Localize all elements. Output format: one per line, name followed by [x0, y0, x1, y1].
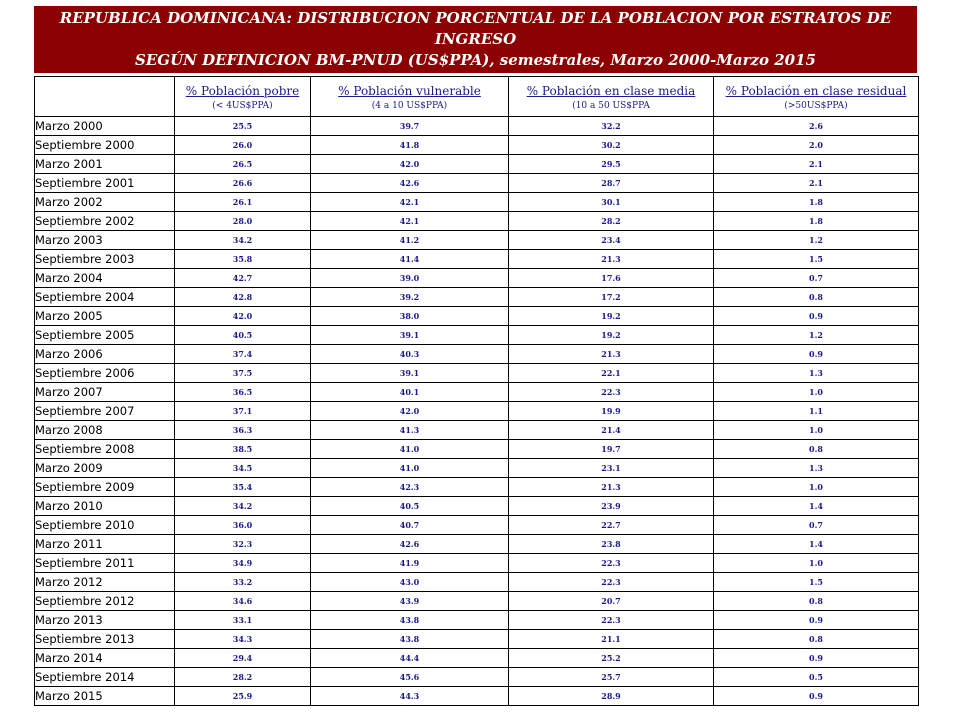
clase-media-value-cell: 21.3: [509, 478, 714, 497]
pobre-value-cell: 34.3: [175, 630, 311, 649]
period-cell: Septiembre 2004: [35, 288, 175, 307]
clase-media-value-cell: 28.9: [509, 687, 714, 706]
clase-residual-value-cell: 0.8: [714, 592, 919, 611]
table-row: [35, 307, 919, 326]
header-pobre-sub: (< 4US$PPA): [212, 100, 273, 111]
table-row: [35, 592, 919, 611]
period-cell: Septiembre 2012: [35, 592, 175, 611]
period-cell: Marzo 2008: [35, 421, 175, 440]
period-cell: Marzo 2003: [35, 231, 175, 250]
pobre-value-cell: 36.3: [175, 421, 311, 440]
table-row: [35, 193, 919, 212]
pobre-value-cell: 26.0: [175, 136, 311, 155]
table-row: [35, 117, 919, 136]
period-cell: Marzo 2002: [35, 193, 175, 212]
period-cell: Marzo 2001: [35, 155, 175, 174]
clase-media-value-cell: 17.2: [509, 288, 714, 307]
clase-residual-value-cell: 1.5: [714, 573, 919, 592]
pobre-value-cell: 36.0: [175, 516, 311, 535]
clase-media-value-cell: 21.4: [509, 421, 714, 440]
table-row: [35, 383, 919, 402]
vulnerable-value-cell: 42.0: [311, 155, 509, 174]
period-cell: Septiembre 2000: [35, 136, 175, 155]
table-row: [35, 326, 919, 345]
clase-residual-value-cell: 1.1: [714, 402, 919, 421]
clase-media-value-cell: 22.1: [509, 364, 714, 383]
clase-residual-value-cell: 0.9: [714, 611, 919, 630]
clase-residual-value-cell: 1.3: [714, 459, 919, 478]
clase-media-value-cell: 22.7: [509, 516, 714, 535]
pobre-value-cell: 34.2: [175, 231, 311, 250]
header-vulnerable-label: % Población vulnerable: [338, 83, 481, 98]
pobre-value-cell: 37.5: [175, 364, 311, 383]
table-row: [35, 497, 919, 516]
header-clase-residual: [714, 77, 919, 117]
clase-residual-value-cell: 0.7: [714, 516, 919, 535]
period-cell: Septiembre 2011: [35, 554, 175, 573]
period-cell: Marzo 2011: [35, 535, 175, 554]
clase-residual-value-cell: 1.8: [714, 212, 919, 231]
vulnerable-value-cell: 44.4: [311, 649, 509, 668]
period-cell: Marzo 2014: [35, 649, 175, 668]
title-line-2: SEGÚN DEFINICION BM-PNUD (US$PPA), semestrales, Marzo 2000-Marzo 2015: [135, 51, 816, 69]
vulnerable-value-cell: 41.2: [311, 231, 509, 250]
period-cell: Septiembre 2013: [35, 630, 175, 649]
pobre-value-cell: 38.5: [175, 440, 311, 459]
pobre-value-cell: 34.2: [175, 497, 311, 516]
vulnerable-value-cell: 40.5: [311, 497, 509, 516]
pobre-value-cell: 42.8: [175, 288, 311, 307]
pobre-value-cell: 42.0: [175, 307, 311, 326]
clase-residual-value-cell: 0.8: [714, 440, 919, 459]
table-row: [35, 516, 919, 535]
pobre-value-cell: 34.9: [175, 554, 311, 573]
header-row: [35, 77, 919, 117]
pobre-value-cell: 26.1: [175, 193, 311, 212]
table-row: [35, 554, 919, 573]
clase-media-value-cell: 30.1: [509, 193, 714, 212]
vulnerable-value-cell: 40.1: [311, 383, 509, 402]
table-row: [35, 231, 919, 250]
period-cell: Septiembre 2014: [35, 668, 175, 687]
header-clase-media-sub: (10 a 50 US$PPA: [572, 100, 650, 111]
table-row: [35, 611, 919, 630]
clase-media-value-cell: 22.3: [509, 383, 714, 402]
period-cell: Marzo 2000: [35, 117, 175, 136]
header-clase-media-label: % Población en clase media: [526, 83, 696, 98]
vulnerable-value-cell: 42.0: [311, 402, 509, 421]
clase-media-value-cell: 20.7: [509, 592, 714, 611]
clase-media-value-cell: 19.9: [509, 402, 714, 421]
clase-residual-value-cell: 1.0: [714, 383, 919, 402]
clase-media-value-cell: 19.2: [509, 326, 714, 345]
clase-media-value-cell: 25.2: [509, 649, 714, 668]
clase-media-value-cell: 32.2: [509, 117, 714, 136]
vulnerable-value-cell: 41.9: [311, 554, 509, 573]
clase-media-value-cell: 22.3: [509, 554, 714, 573]
pobre-value-cell: 40.5: [175, 326, 311, 345]
table-row: [35, 174, 919, 193]
period-cell: Septiembre 2005: [35, 326, 175, 345]
pobre-value-cell: 37.4: [175, 345, 311, 364]
clase-media-value-cell: 23.8: [509, 535, 714, 554]
clase-media-value-cell: 21.1: [509, 630, 714, 649]
vulnerable-value-cell: 39.1: [311, 364, 509, 383]
clase-residual-value-cell: 1.2: [714, 231, 919, 250]
clase-residual-value-cell: 1.0: [714, 554, 919, 573]
table-body: [35, 117, 919, 706]
period-cell: Septiembre 2002: [35, 212, 175, 231]
clase-residual-value-cell: 0.8: [714, 630, 919, 649]
table-row: [35, 649, 919, 668]
vulnerable-value-cell: 41.3: [311, 421, 509, 440]
vulnerable-value-cell: 41.4: [311, 250, 509, 269]
header-pobre: [175, 77, 311, 117]
vulnerable-value-cell: 45.6: [311, 668, 509, 687]
header-empty-cell: [35, 77, 175, 117]
pobre-value-cell: 42.7: [175, 269, 311, 288]
clase-media-value-cell: 23.1: [509, 459, 714, 478]
clase-residual-value-cell: 1.8: [714, 193, 919, 212]
pobre-value-cell: 25.9: [175, 687, 311, 706]
clase-media-value-cell: 23.4: [509, 231, 714, 250]
period-cell: Marzo 2013: [35, 611, 175, 630]
pobre-value-cell: 33.1: [175, 611, 311, 630]
vulnerable-value-cell: 41.0: [311, 459, 509, 478]
pobre-value-cell: 35.4: [175, 478, 311, 497]
pobre-value-cell: 26.5: [175, 155, 311, 174]
vulnerable-value-cell: 43.8: [311, 611, 509, 630]
clase-media-value-cell: 19.2: [509, 307, 714, 326]
clase-media-value-cell: 21.3: [509, 250, 714, 269]
clase-media-value-cell: 23.9: [509, 497, 714, 516]
pobre-value-cell: 35.8: [175, 250, 311, 269]
clase-residual-value-cell: 1.3: [714, 364, 919, 383]
period-cell: Marzo 2007: [35, 383, 175, 402]
header-pobre-label: % Población pobre: [185, 83, 300, 98]
vulnerable-value-cell: 41.0: [311, 440, 509, 459]
period-cell: Marzo 2005: [35, 307, 175, 326]
period-cell: Septiembre 2009: [35, 478, 175, 497]
clase-media-value-cell: 28.2: [509, 212, 714, 231]
clase-media-value-cell: 22.3: [509, 611, 714, 630]
vulnerable-value-cell: 39.7: [311, 117, 509, 136]
table-row: [35, 155, 919, 174]
period-cell: Septiembre 2007: [35, 402, 175, 421]
clase-residual-value-cell: 2.1: [714, 155, 919, 174]
title-line-1: REPUBLICA DOMINICANA: DISTRIBUCION PORCENTUAL DE LA POBLACION POR ESTRATOS DE INGRESO: [59, 9, 892, 48]
table-row: [35, 136, 919, 155]
table-row: [35, 459, 919, 478]
pobre-value-cell: 26.6: [175, 174, 311, 193]
clase-residual-value-cell: 1.0: [714, 421, 919, 440]
clase-residual-value-cell: 1.2: [714, 326, 919, 345]
clase-residual-value-cell: 1.4: [714, 497, 919, 516]
clase-media-value-cell: 25.7: [509, 668, 714, 687]
clase-residual-value-cell: 2.1: [714, 174, 919, 193]
vulnerable-value-cell: 39.2: [311, 288, 509, 307]
vulnerable-value-cell: 43.0: [311, 573, 509, 592]
period-cell: Septiembre 2003: [35, 250, 175, 269]
pobre-value-cell: 36.5: [175, 383, 311, 402]
table-row: [35, 212, 919, 231]
pobre-value-cell: 34.5: [175, 459, 311, 478]
clase-residual-value-cell: 0.9: [714, 307, 919, 326]
period-cell: Marzo 2012: [35, 573, 175, 592]
table-row: [35, 364, 919, 383]
pobre-value-cell: 32.3: [175, 535, 311, 554]
period-cell: Marzo 2006: [35, 345, 175, 364]
clase-residual-value-cell: 0.5: [714, 668, 919, 687]
table-row: [35, 687, 919, 706]
clase-residual-value-cell: 2.0: [714, 136, 919, 155]
clase-media-value-cell: 22.3: [509, 573, 714, 592]
table-row: [35, 668, 919, 687]
period-cell: Marzo 2010: [35, 497, 175, 516]
vulnerable-value-cell: 39.1: [311, 326, 509, 345]
period-cell: Marzo 2015: [35, 687, 175, 706]
period-cell: Septiembre 2010: [35, 516, 175, 535]
clase-residual-value-cell: 0.7: [714, 269, 919, 288]
clase-media-value-cell: 30.2: [509, 136, 714, 155]
clase-residual-value-cell: 0.9: [714, 649, 919, 668]
table-row: [35, 421, 919, 440]
clase-media-value-cell: 29.5: [509, 155, 714, 174]
clase-media-value-cell: 19.7: [509, 440, 714, 459]
table-row: [35, 478, 919, 497]
clase-media-value-cell: 17.6: [509, 269, 714, 288]
vulnerable-value-cell: 42.1: [311, 212, 509, 231]
pobre-value-cell: 34.6: [175, 592, 311, 611]
clase-media-value-cell: 21.3: [509, 345, 714, 364]
clase-residual-value-cell: 1.5: [714, 250, 919, 269]
vulnerable-value-cell: 42.6: [311, 535, 509, 554]
vulnerable-value-cell: 42.3: [311, 478, 509, 497]
income-strata-table: [34, 76, 919, 706]
vulnerable-value-cell: 38.0: [311, 307, 509, 326]
pobre-value-cell: 29.4: [175, 649, 311, 668]
table-row: [35, 250, 919, 269]
vulnerable-value-cell: 40.3: [311, 345, 509, 364]
table-row: [35, 345, 919, 364]
table-row: [35, 288, 919, 307]
table-row: [35, 269, 919, 288]
period-cell: Septiembre 2006: [35, 364, 175, 383]
header-clase-residual-label: % Población en clase residual: [725, 83, 907, 98]
vulnerable-value-cell: 39.0: [311, 269, 509, 288]
vulnerable-value-cell: 42.1: [311, 193, 509, 212]
header-vulnerable: [311, 77, 509, 117]
period-cell: Marzo 2009: [35, 459, 175, 478]
clase-residual-value-cell: 1.4: [714, 535, 919, 554]
clase-residual-value-cell: 0.9: [714, 687, 919, 706]
pobre-value-cell: 25.5: [175, 117, 311, 136]
period-cell: Septiembre 2001: [35, 174, 175, 193]
table-row: [35, 402, 919, 421]
header-clase-media: [509, 77, 714, 117]
clase-residual-value-cell: 1.0: [714, 478, 919, 497]
vulnerable-value-cell: 41.8: [311, 136, 509, 155]
pobre-value-cell: 37.1: [175, 402, 311, 421]
table-row: [35, 440, 919, 459]
table-title: [34, 6, 917, 73]
pobre-value-cell: 33.2: [175, 573, 311, 592]
vulnerable-value-cell: 43.9: [311, 592, 509, 611]
clase-residual-value-cell: 0.9: [714, 345, 919, 364]
period-cell: Septiembre 2008: [35, 440, 175, 459]
period-cell: Marzo 2004: [35, 269, 175, 288]
vulnerable-value-cell: 42.6: [311, 174, 509, 193]
table-row: [35, 573, 919, 592]
vulnerable-value-cell: 43.8: [311, 630, 509, 649]
clase-media-value-cell: 28.7: [509, 174, 714, 193]
clase-residual-value-cell: 0.8: [714, 288, 919, 307]
vulnerable-value-cell: 40.7: [311, 516, 509, 535]
header-clase-residual-sub: (>50US$PPA): [784, 100, 848, 111]
pobre-value-cell: 28.2: [175, 668, 311, 687]
table-row: [35, 630, 919, 649]
table-row: [35, 535, 919, 554]
header-vulnerable-sub: (4 a 10 US$PPA): [371, 100, 448, 111]
vulnerable-value-cell: 44.3: [311, 687, 509, 706]
clase-residual-value-cell: 2.6: [714, 117, 919, 136]
pobre-value-cell: 28.0: [175, 212, 311, 231]
